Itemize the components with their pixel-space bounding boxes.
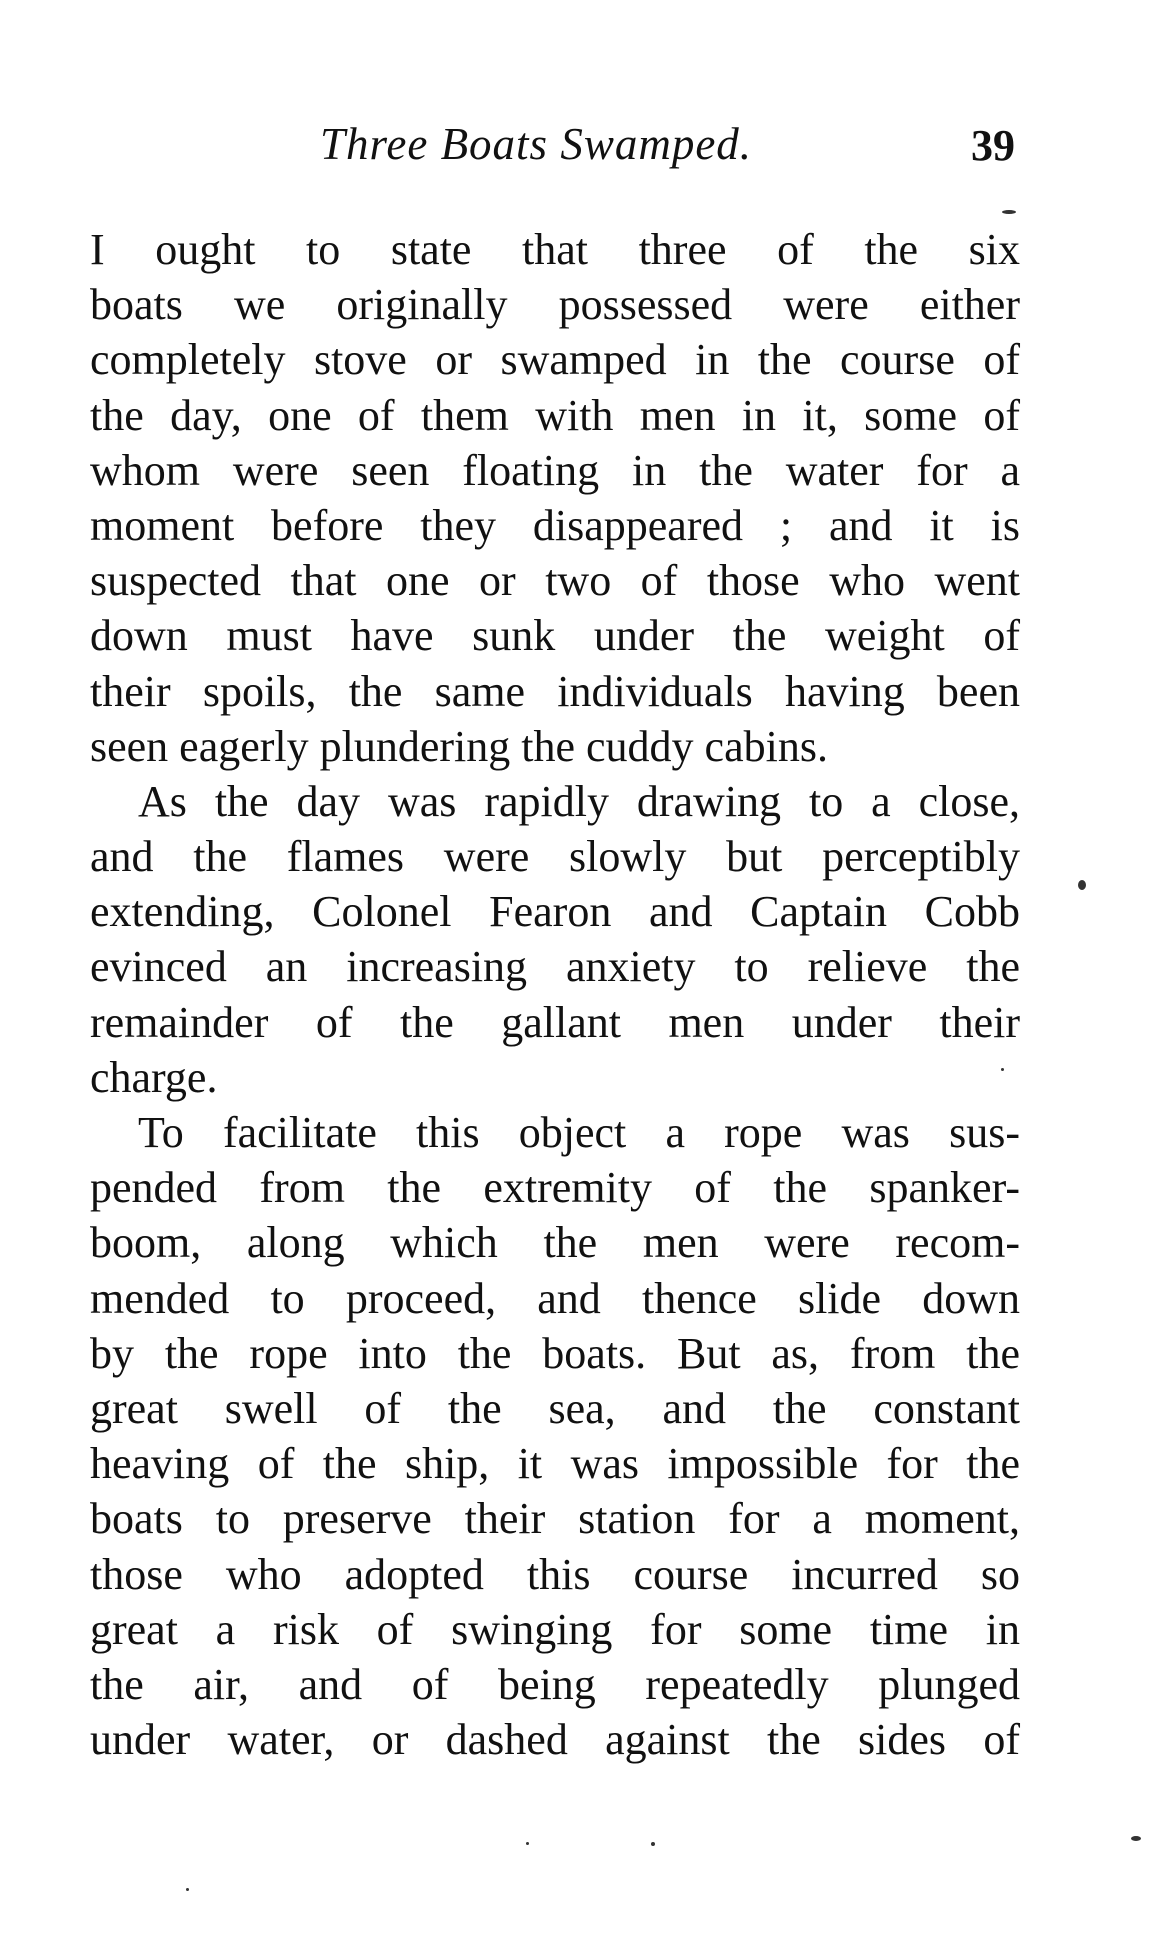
text-line: pended from the extremity of the spanker- — [90, 1163, 1020, 1213]
text-line: those who adopted this course incurred so — [90, 1549, 1020, 1599]
print-speck — [1078, 880, 1086, 890]
print-speck — [1002, 210, 1016, 214]
print-speck — [1001, 1068, 1004, 1071]
text-line: their spoils, the same individuals having been — [90, 666, 1020, 716]
text-line: the day, one of them with men in it, some of — [90, 390, 1020, 440]
text-line: boom, along which the men were recom- — [90, 1218, 1020, 1268]
text-line: completely stove or swamped in the course of — [90, 335, 1020, 385]
text-line: seen eagerly plundering the cuddy cabins. — [90, 721, 828, 771]
text-line: As the day was rapidly drawing to a close, — [138, 776, 1020, 826]
text-line: great swell of the sea, and the constant — [90, 1383, 1020, 1433]
running-head — [90, 118, 1030, 178]
text-line: great a risk of swinging for some time in — [90, 1604, 1020, 1654]
print-speck — [526, 1842, 529, 1845]
text-line: charge. — [90, 1052, 218, 1102]
text-line: To facilitate this object a rope was sus- — [138, 1108, 1020, 1157]
text-line: the air, and of being repeatedly plunged — [90, 1659, 1020, 1709]
text-line: under water, or dashed against the sides of — [90, 1715, 1020, 1765]
text-line: evinced an increasing anxiety to relieve the — [90, 942, 1020, 992]
text-line: remainder of the gallant men under their — [90, 997, 1020, 1047]
print-speck — [1131, 1836, 1141, 1841]
text-line: heaving of the ship, it was impossible for the — [90, 1439, 1020, 1489]
text-line: boats we originally possessed were either — [90, 280, 1020, 330]
text-line: mended to proceed, and thence slide down — [90, 1273, 1020, 1323]
running-title: Three Boats Swamped. — [320, 119, 753, 169]
text-line: down must have sunk under the weight of — [90, 611, 1020, 661]
text-line: by the rope into the boats. But as, from the — [90, 1328, 1020, 1378]
text-line: moment before they disappeared ; and it is — [90, 500, 1020, 550]
text-line: I ought to state that three of the six — [90, 225, 1020, 274]
text-line: boats to preserve their station for a moment, — [90, 1494, 1020, 1544]
text-line: whom were seen floating in the water for a — [90, 445, 1020, 495]
text-line: and the flames were slowly but perceptibly — [90, 832, 1020, 882]
text-line: suspected that one or two of those who went — [90, 556, 1020, 606]
page-number: 39 — [971, 121, 1015, 170]
print-speck — [651, 1842, 655, 1846]
body-text — [90, 222, 1020, 1767]
text-line: extending, Colonel Fearon and Captain Cobb — [90, 887, 1020, 937]
print-speck — [186, 1888, 189, 1891]
